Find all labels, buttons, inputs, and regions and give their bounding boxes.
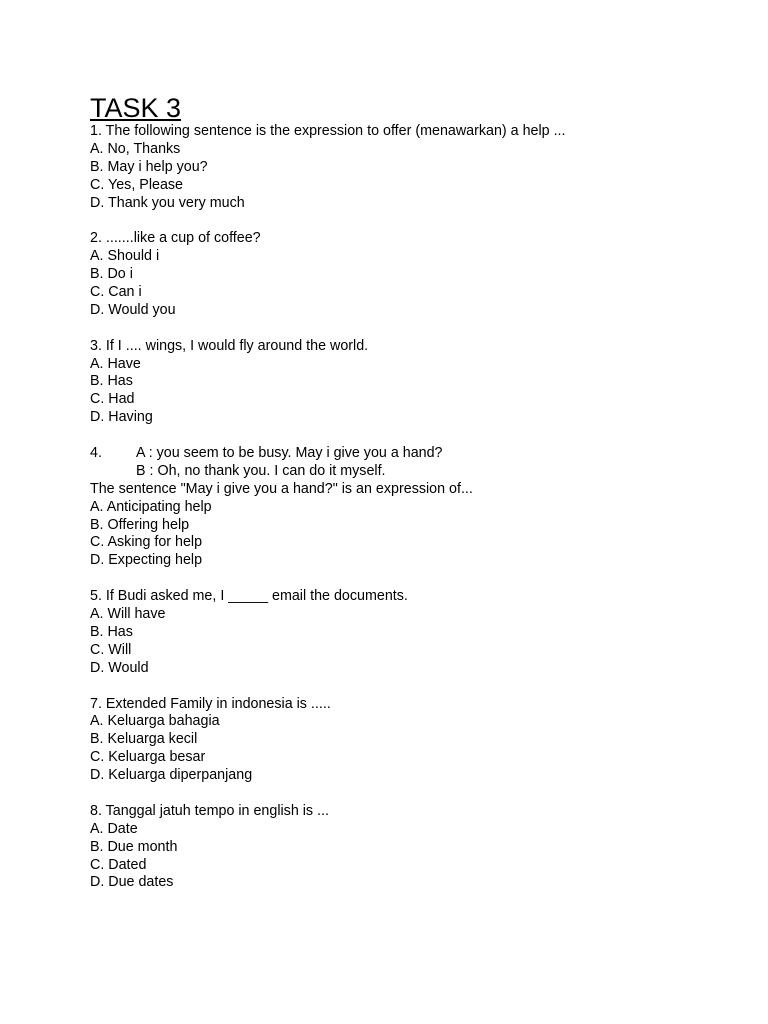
question-number: 4. [90, 445, 102, 462]
question-text: 1. The following sentence is the expression to offer (menawarkan) a help ... [90, 123, 566, 139]
option-c: C. Had [90, 391, 135, 408]
option-b: B. Has [90, 623, 133, 640]
question-text: 3. If I .... wings, I would fly around the world. [90, 337, 369, 354]
option-c: C. Keluarga besar [90, 749, 206, 766]
question-text: 5. If Budi asked me, I _____ email the documents. [90, 588, 408, 605]
question-7 [90, 696, 730, 785]
question-text: 7. Extended Family in indonesia is ..... [90, 695, 331, 712]
option-a: A. Keluarga bahagia [90, 713, 220, 730]
option-d: D. Would [90, 659, 149, 676]
question-2 [90, 230, 730, 319]
option-b: B. May i help you? [90, 158, 208, 175]
question-text: 8. Tanggal jatuh tempo in english is ... [90, 802, 329, 819]
page-title: TASK 3 [90, 93, 182, 123]
option-d: D. Having [90, 409, 153, 426]
option-d: D. Keluarga diperpanjang [90, 767, 253, 784]
option-a: A. Will have [90, 606, 166, 623]
question-3 [90, 338, 730, 427]
dialog-line-a [90, 445, 730, 463]
question-text: 2. .......like a cup of coffee? [90, 230, 261, 247]
dialog-a-text: A : you seem to be busy. May i give you a hand? [136, 445, 443, 462]
option-a: A. Anticipating help [90, 498, 212, 515]
option-d: D. Expecting help [90, 552, 203, 569]
dialog-b-text: B : Oh, no thank you. I can do it myself. [136, 462, 386, 479]
option-b: B. Keluarga kecil [90, 731, 198, 748]
option-b: B. Has [90, 373, 133, 390]
option-c: C. Asking for help [90, 534, 203, 551]
option-b: B. Offering help [90, 516, 190, 533]
option-a: A. Should i [90, 248, 160, 265]
option-b: B. Do i [90, 266, 133, 283]
option-c: C. Dated [90, 856, 147, 873]
option-d: D. Due dates [90, 874, 174, 891]
option-d: D. Would you [90, 301, 176, 318]
option-a: A. No, Thanks [90, 140, 181, 157]
question-1 [90, 123, 730, 212]
option-c: C. Yes, Please [90, 176, 183, 193]
question-text: The sentence "May i give you a hand?" is an expression of... [90, 480, 473, 497]
question-4 [90, 445, 730, 570]
option-b: B. Due month [90, 838, 178, 855]
option-c: C. Will [90, 641, 132, 658]
option-a: A. Date [90, 820, 138, 837]
option-c: C. Can i [90, 284, 142, 301]
option-d: D. Thank you very much [90, 194, 245, 211]
option-a: A. Have [90, 355, 141, 372]
question-8 [90, 803, 730, 892]
document-page [90, 93, 730, 892]
question-5 [90, 588, 730, 677]
